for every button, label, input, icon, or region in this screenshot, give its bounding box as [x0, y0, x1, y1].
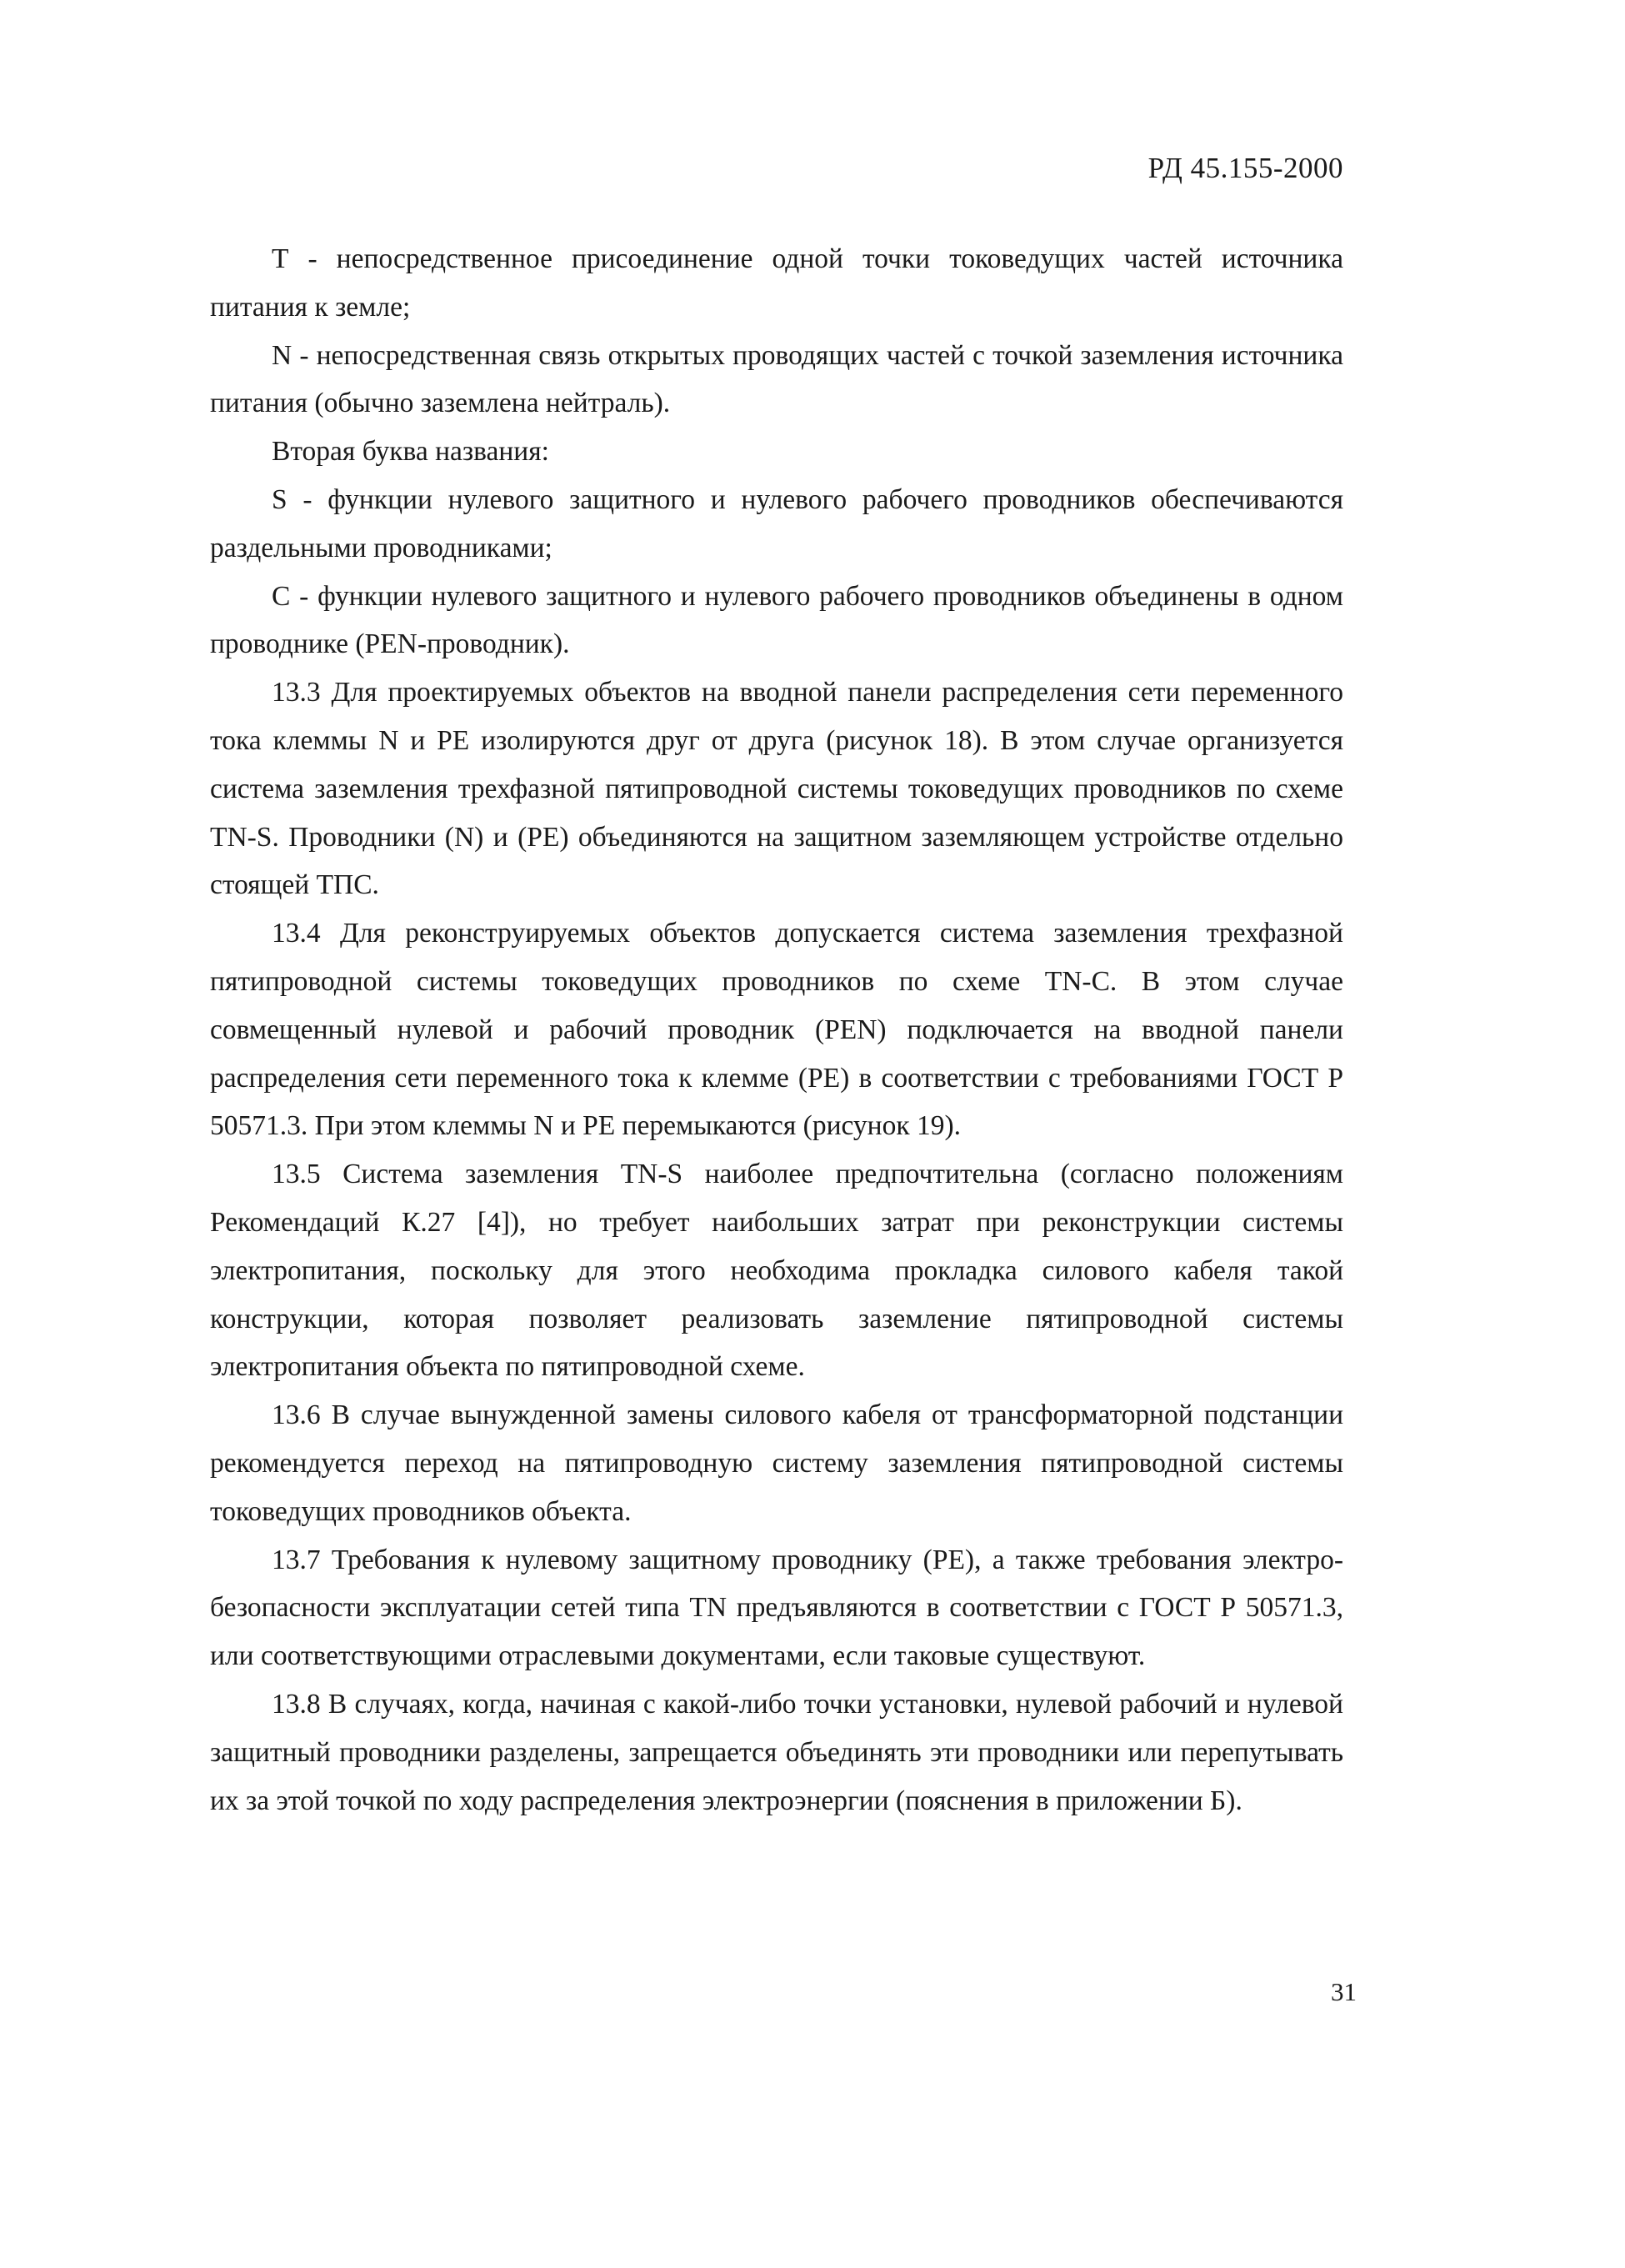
paragraph-13-8: 13.8 В случаях, когда, начиная с какой-либо точки установки, нулевой рабочий и нулевой защитный проводники разделены, запрещается объединять эти проводники или перепутывать их за этой точкой по ходу распределения электроэнергии (пояснения в приложении Б).: [210, 1688, 1343, 1816]
paragraph-13-3: 13.3 Для проектируемых объектов на вводной панели распределения сети переменного тока клеммы N и РЕ изолируются друг от друга (рисунок 18). В этом случае организуется система заземления трехфазной пятипроводной системы токоведущих проводников по схеме TN-S. Проводники (N) и (РЕ) объединяются на защитном заземляющем устройстве отдельно стоящей ТПС.: [210, 677, 1343, 901]
paragraph-n-definition: N - непосредственная связь открытых проводящих частей с точкой заземления источника питания (обычно заземлена нейтраль).: [210, 339, 1343, 419]
paragraph-13-7: 13.7 Требования к нулевому защитному проводнику (РЕ), а также требования электро-безопасности эксплуатации сетей типа TN предъявляются в соответствии с ГОСТ Р 50571.3, или соответствующими отраслевыми документами, если таковые существуют.: [210, 1544, 1343, 1672]
body-text: [210, 235, 1343, 1825]
paragraph-t-definition: Т - непосредственное присоединение одной точки токоведущих частей источника питания к земле;: [210, 243, 1343, 323]
paragraph-s-definition: S - функции нулевого защитного и нулевого рабочего проводников обеспечиваются раздельными проводниками;: [210, 483, 1343, 563]
paragraph-13-5: 13.5 Система заземления TN-S наиболее предпочтительна (согласно положениям Рекомендаций К.27 [4]), но требует наибольших затрат при реконструкции системы электропитания, поскольку для этого необходима прокладка силового кабеля такой конструкции, которая позволяет реализовать заземление пятипроводной системы электропитания объекта по пятипроводной схеме.: [210, 1159, 1343, 1383]
paragraph-13-4: 13.4 Для реконструируемых объектов допускается система заземления трехфазной пятипроводной системы токоведущих проводников по схеме TN-C. В этом случае совмещенный нулевой и рабочий проводник (PEN) подключается на вводной панели распределения сети переменного тока к клемме (РЕ) в соответствии с требованиями ГОСТ Р 50571.3. При этом клеммы N и РЕ перемыкаются (рисунок 19).: [210, 918, 1343, 1142]
paragraph-c-definition: С - функции нулевого защитного и нулевого рабочего проводников объединены в одном проводнике (PEN-проводник).: [210, 580, 1343, 660]
paragraph-second-letter: Вторая буква названия:: [272, 436, 549, 468]
paragraph-13-6: 13.6 В случае вынужденной замены силового кабеля от трансформаторной подстанции рекомендуется переход на пятипроводную систему заземления пятипроводной системы токоведущих проводников объекта.: [210, 1399, 1343, 1527]
page-number: 31: [1331, 1977, 1357, 2006]
document-code: РД 45.155-2000: [1148, 152, 1343, 184]
